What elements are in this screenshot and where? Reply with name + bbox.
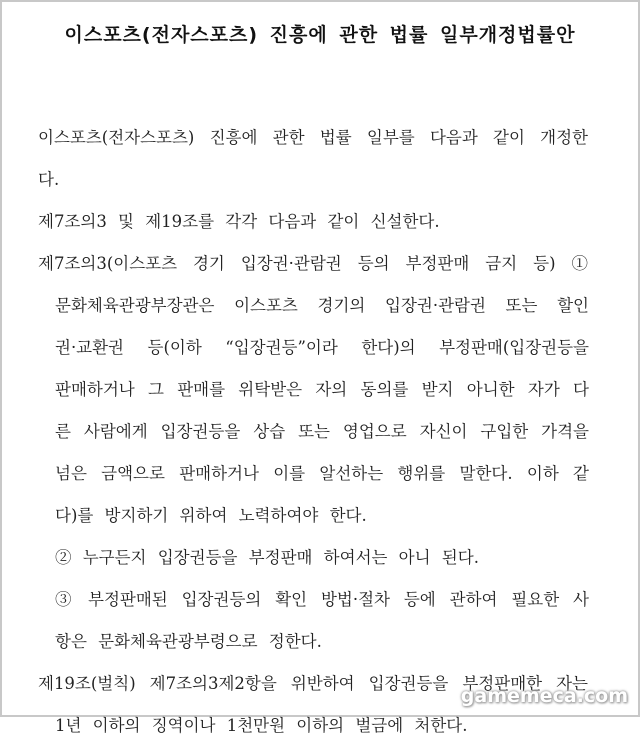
article-7-3-para2: ② 누구든지 입장권등을 부정판매 하여서는 아니 된다. [55,548,479,567]
article-7-3-para3-line2: 항은 문화체육관광부령으로 정한다. [55,632,322,651]
document-title: 이스포츠(전자스포츠) 진흥에 관한 법률 일부개정법률안 [64,24,576,46]
article-7-3-para1-line6: 다)를 방지하기 위하여 노력하여야 한다. [55,506,367,525]
article-19-line1: 제19조(벌칙) 제7조의3제2항을 위반하여 입장권등을 부정판매한 자는 [38,674,588,693]
text-line-intro: 이스포츠(전자스포츠) 진흥에 관한 법률 일부를 다음과 같이 개정한 [38,128,588,147]
article-7-3-para1-line5: 넘은 금액으로 판매하거나 이를 알선하는 행위를 말한다. 이하 같 [55,464,589,483]
article-7-3-para1-line3: 판매하거나 그 판매를 위탁받은 자의 동의를 받지 아니한 자가 다 [55,380,589,399]
text-line-new-articles: 제7조의3 및 제19조를 각각 다음과 같이 신설한다. [38,212,440,231]
article-19-line2: 1년 이하의 징역이나 1천만원 이하의 벌금에 처한다. [55,716,468,735]
text-line-intro-end: 다. [38,170,60,189]
article-7-3-para1-line1: 문화체육관광부장관은 이스포츠 경기의 입장권·관람권 또는 할인 [55,296,589,315]
article-7-3-para1-line2: 권·교환권 등(이하 “입장권등”이라 한다)의 부정판매(입장권등을 [55,338,589,357]
watermark-logo: gamemeca.com [460,685,628,707]
article-7-3-heading: 제7조의3(이스포츠 경기 입장권·관람권 등의 부정판매 금지 등) ① [38,254,588,273]
article-7-3-para1-line4: 른 사람에게 입장권등을 상습 또는 영업으로 자신이 구입한 가격을 [55,422,589,441]
article-7-3-para3-line1: ③ 부정판매된 입장권등의 확인 방법·절차 등에 관하여 필요한 사 [55,590,589,609]
